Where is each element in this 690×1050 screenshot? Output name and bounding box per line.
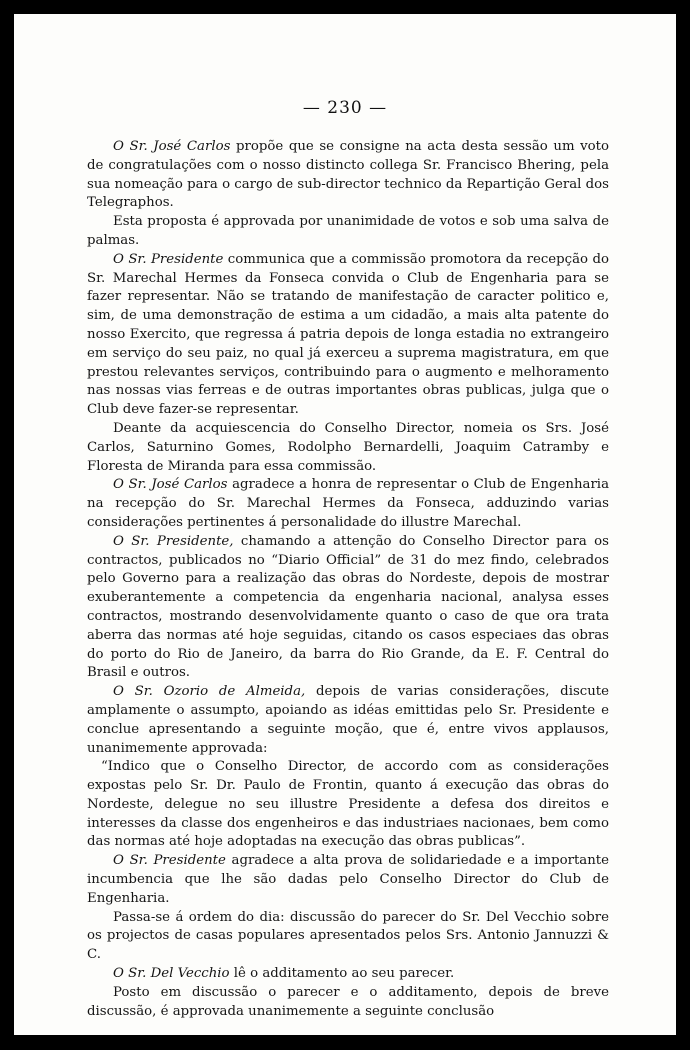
paragraph-text: Passa-se á ordem do dia: discussão do parecer do Sr. Del Vecchio sobre os projectos de casas populares apresentados pelos Srs. Antonio Jannuzzi & C. (87, 909, 609, 963)
document-page (14, 14, 676, 1035)
paragraph (87, 852, 609, 908)
paragraph-text: Posto em discussão o parecer e o additamento, depois de breve discussão, é approvada unanimemente a seguinte conclusão (87, 984, 609, 1019)
speaker-name: O Sr. Ozorio de Almeida, (113, 684, 306, 700)
paragraph (87, 533, 609, 683)
paragraph-text: lê o additamento ao seu parecer. (229, 966, 455, 982)
paragraph-text: “Indico que o Conselho Director, de accordo com as considerações expostas pelo Sr. Dr. Paulo de Frontin, quanto á execução das obras do Nordeste, delegue no seu illustre Presidente a defesa dos direitos e interesses da classe dos engenheiros e das industriaes nacionaes, bem como das normas até hoje adoptadas na execução das obras publicas”. (87, 759, 609, 850)
paragraph (87, 420, 609, 476)
paragraph-text: propõe que se consigne na acta desta sessão um voto de congratulações com o nosso distincto collega Sr. Francisco Bhering, pela sua nomeação para o cargo de sub-director technico da Repartição Geral dos Telegraphos. (87, 139, 610, 211)
speaker-name: O Sr. Presidente (113, 251, 224, 267)
paragraph (87, 909, 609, 965)
speaker-name: O Sr. José Carlos (113, 477, 228, 493)
paragraph-text: Deante da acquiescencia do Conselho Director, nomeia os Srs. José Carlos, Saturnino Gomes, Rodolpho Bernardelli, Joaquim Catramby e Floresta de Miranda para essa commissão. (87, 420, 609, 474)
body-text (87, 138, 609, 1021)
paragraph-text: Esta proposta é approvada por unanimidade de votos e sob uma salva de palmas. (87, 214, 609, 248)
paragraph (87, 476, 609, 532)
paragraph (87, 965, 609, 984)
page-number: — 230 — (302, 98, 388, 118)
paragraph (87, 251, 609, 420)
speaker-name: O Sr. José Carlos (113, 139, 231, 154)
speaker-name: O Sr. Presidente, (113, 533, 234, 549)
paragraph (87, 758, 609, 852)
paragraph (87, 683, 609, 758)
paragraph-text: chamando a attenção do Conselho Director para os contractos, publicados no “Diario Official” de 31 do mez findo, celebrados pelo Governo para a realização das obras do Nordeste, depois de mostrar exuberantemente a competencia da engenharia nacional, analysa esses contractos, mostrando desenvolvidamente quanto o caso de que ora trata aberra das normas até hoje seguidas, citando os casos especiaes das obras do porto do Rio de Janeiro, da barra do Rio Grande, da E. F. Central do Brasil e outros. (87, 533, 610, 681)
paragraph (87, 213, 609, 251)
paragraph-text: depois de varias considerações, discute amplamente o assumpto, apoiando as idéas emittidas pelo Sr. Presidente e conclue apresentando a seguinte moção, que é, entre vivos applausos, unanimemente approvada: (87, 684, 609, 756)
paragraph-text: agradece a honra de representar o Club de Engenharia na recepção do Sr. Marechal Hermes da Fonseca, adduzindo varias considerações pertinentes á personalidade do illustre Marechal. (87, 477, 609, 530)
paragraph (87, 138, 609, 213)
speaker-name: O Sr. Del Vecchio (113, 966, 230, 982)
paragraph-text: agradece a alta prova de solidariedade e a importante incumbencia que lhe são dadas pelo Conselho Director do Club de Engenharia. (87, 853, 609, 906)
paragraph (87, 984, 609, 1022)
speaker-name: O Sr. Presidente (113, 853, 226, 869)
paragraph-text: communica que a commissão promotora da recepção do Sr. Marechal Hermes da Fonseca convida o Club de Engenharia para se fazer representar. Não se tratando de manifestação de caracter politico e, sim, de uma demonstração de estima a um cidadão, a mais alta patente do nosso Exercito, que regressa á patria depois de longa estadia no extrangeiro em serviço do seu paiz, no qual já exerceu a suprema magistratura, em que prestou relevantes serviços, contribuindo para o augmento e melhoramento nas nossas vias ferreas e de outras importantes obras publicas, julga que o Club deve fazer-se representar. (87, 251, 609, 418)
